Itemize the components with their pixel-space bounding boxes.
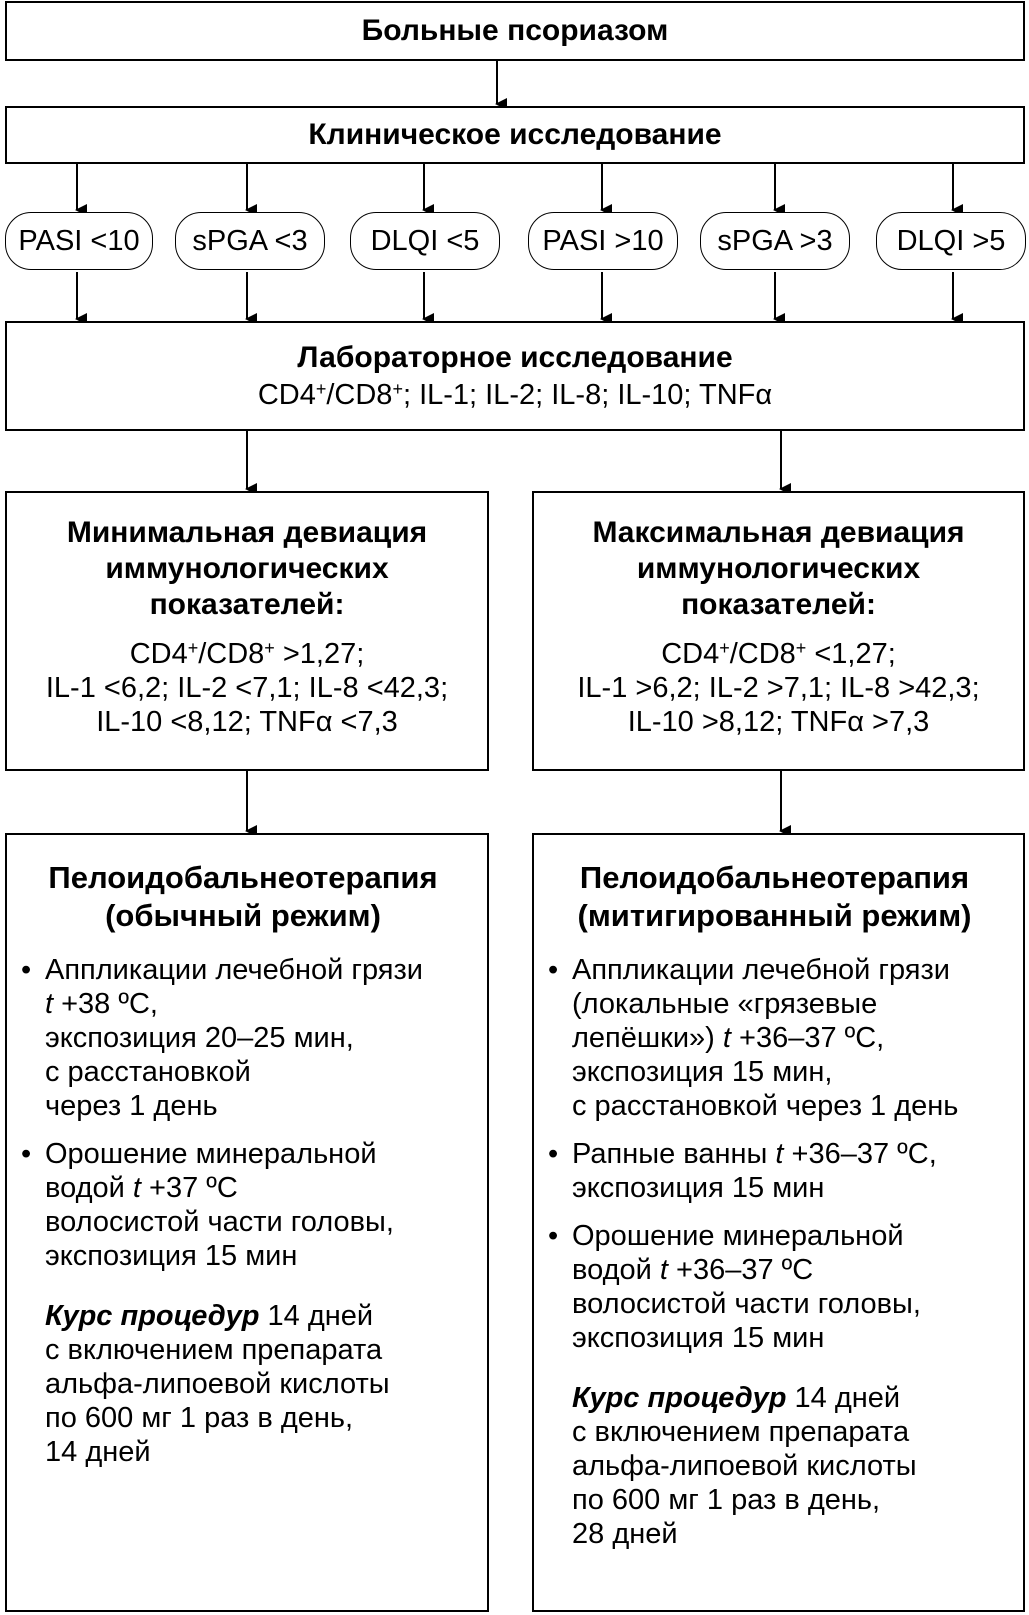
- therapy-mitigated-box: [532, 833, 1025, 1612]
- criterion-label: PASI >10: [542, 224, 664, 257]
- therapy-mitigated-list: [546, 953, 1003, 1355]
- min-deviation-values: CD4+/CD8+ >1,27; IL-1 <6,2; IL-2 <7,1; IL-8 <42,3; IL-10 <8,12; TNFα <7,3: [45, 638, 449, 738]
- clinical-study-box: [5, 106, 1025, 164]
- criterion-pasi-low: [5, 212, 153, 270]
- criterion-label: DLQI >5: [896, 224, 1006, 257]
- list-item: • Аппликации лечебной грязи (локальные «грязевые лепёшки») t +36–37 ºС, экспозиция 15 мин, с расстановкой через 1 день: [548, 954, 959, 1122]
- therapy-normal-list: [19, 953, 467, 1273]
- criterion-label: PASI <10: [18, 224, 140, 257]
- psoriasis-patients-title: Больные псориазом: [361, 14, 669, 47]
- min-deviation-box: [5, 491, 489, 771]
- lab-study-box: [5, 321, 1025, 431]
- lab-markers: CD4+/CD8+; IL-1; IL-2; IL-8; IL-10; TNFα: [257, 378, 773, 411]
- list-item: • Орошение минеральной водой t +36–37 ºС волосистой части головы, экспозиция 15 мин: [548, 1220, 921, 1354]
- list-item: • Аппликации лечебной грязи t +38 ºС, экспозиция 20–25 мин, с расстановкой через 1 день: [21, 954, 423, 1122]
- criterion-label: sPGA >3: [717, 224, 833, 257]
- criterion-label: DLQI <5: [370, 224, 480, 257]
- therapy-normal-box: [5, 833, 489, 1612]
- therapy-normal-header: Пелоидобальнеотерапия (обычный режим): [48, 860, 438, 933]
- max-deviation-box: [532, 491, 1025, 771]
- criterion-dlqi-high: [876, 212, 1026, 270]
- criterion-pasi-high: [528, 212, 678, 270]
- criterion-spga-low: [175, 212, 325, 270]
- lab-study-title: Лабораторное исследование: [297, 340, 733, 374]
- list-item: • Рапные ванны t +36–37 ºС, экспозиция 15 мин: [548, 1138, 937, 1204]
- criterion-label: sPGA <3: [192, 224, 308, 257]
- max-deviation-values: CD4+/CD8+ <1,27; IL-1 >6,2; IL-2 >7,1; IL-8 >42,3; IL-10 >8,12; TNFα >7,3: [577, 638, 980, 738]
- psoriasis-patients-box: [5, 1, 1025, 61]
- min-deviation-header: Минимальная девиация иммунологических показателей:: [66, 516, 428, 621]
- clinical-study-title: Клиническое исследование: [308, 118, 722, 151]
- criterion-dlqi-low: [350, 212, 500, 270]
- list-item: • Орошение минеральной водой t +37 ºС волосистой части головы, экспозиция 15 мин: [21, 1138, 394, 1272]
- therapy-mitigated-header: Пелоидобальнеотерапия (митигированный режим): [577, 860, 972, 933]
- criterion-spga-high: [700, 212, 850, 270]
- therapy-normal-course: Курс процедур 14 дней с включением препарата альфа-липоевой кислоты по 600 мг 1 раз в день, 14 дней: [45, 1300, 390, 1468]
- therapy-mitigated-course: Курс процедур 14 дней с включением препарата альфа-липоевой кислоты по 600 мг 1 раз в день, 28 дней: [572, 1382, 917, 1550]
- max-deviation-header: Максимальная девиация иммунологических показателей:: [592, 516, 965, 621]
